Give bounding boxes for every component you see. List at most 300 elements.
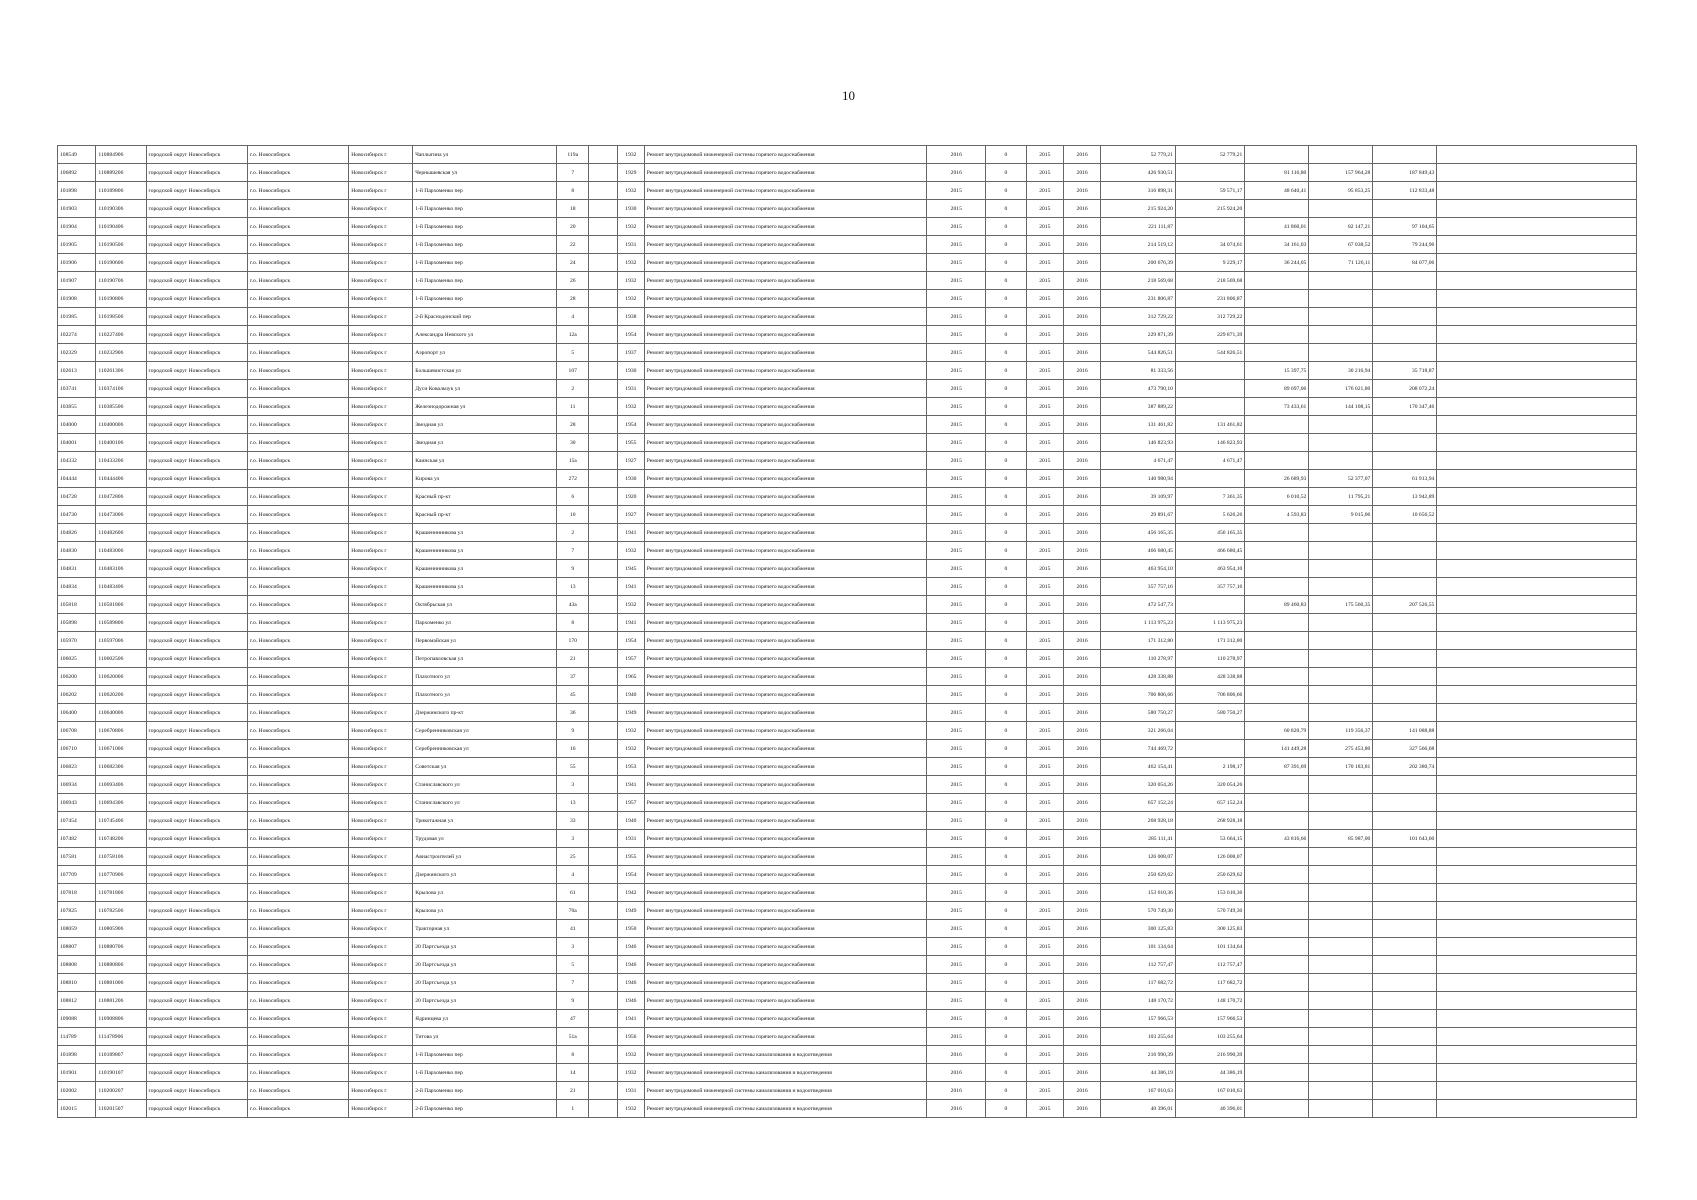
cell-note [1437, 668, 1637, 686]
cell-row-id: 107482 [58, 830, 96, 848]
cell-street: 2-й Пархоменко пер [413, 1100, 557, 1118]
cell-start-year: 2015 [1026, 488, 1063, 506]
cell-street: Красный пр-кт [413, 506, 557, 524]
cell-end-year: 2016 [1063, 866, 1100, 884]
cell-work-type: Ремонт внутридомовой инженерной системы горячего водоснабжения [644, 164, 927, 182]
cell-year-built: 1945 [618, 560, 645, 578]
cell-building [589, 236, 618, 254]
cell-building [589, 182, 618, 200]
cell-end-year: 2016 [1063, 146, 1100, 164]
cell-house-number: 47 [557, 1010, 589, 1028]
cell-total-cost: 231 806,87 [1101, 290, 1176, 308]
cell-street: Ядринцева ул [413, 1010, 557, 1028]
cell-city: Новосибирск г [349, 848, 413, 866]
cell-year-built: 1941 [618, 614, 645, 632]
cell-total-cost: 320 054,26 [1101, 776, 1176, 794]
cell-cost-part-1 [1175, 470, 1244, 488]
cell-cost-part-4: 79 244,96 [1373, 236, 1437, 254]
cell-cost-part-4 [1373, 578, 1437, 596]
cell-cost-part-2 [1245, 704, 1309, 722]
cell-city: Новосибирск г [349, 200, 413, 218]
cell-street: Крашенинникова ул [413, 560, 557, 578]
cell-row-id: 103855 [58, 398, 96, 416]
cell-plan-year: 2015 [927, 308, 986, 326]
cell-building [589, 722, 618, 740]
cell-end-year: 2016 [1063, 758, 1100, 776]
cell-cost-part-2: 36 244,05 [1245, 254, 1309, 272]
cell-settlement: г.о. Новосибирск [247, 596, 348, 614]
cell-cost-part-2 [1245, 200, 1309, 218]
cell-end-year: 2016 [1063, 686, 1100, 704]
cell-house-code: 110483406 [96, 578, 146, 596]
cell-street: Станиславского ул [413, 794, 557, 812]
cell-cost-part-2 [1245, 776, 1309, 794]
cell-municipality: городской округ Новосибирск [146, 362, 247, 380]
cell-cost-part-4 [1373, 200, 1437, 218]
cell-start-year: 2015 [1026, 938, 1063, 956]
table-row [58, 344, 1637, 362]
table-body [58, 146, 1637, 1118]
cell-row-id: 106934 [58, 776, 96, 794]
cell-street: 1-й Пархоменко пер [413, 236, 557, 254]
cell-start-year: 2015 [1026, 1064, 1063, 1082]
cell-year-built: 1950 [618, 920, 645, 938]
cell-total-cost: 4 671,47 [1101, 452, 1176, 470]
cell-note [1437, 236, 1637, 254]
cell-house-number: 13 [557, 578, 589, 596]
cell-cost-part-2 [1245, 632, 1309, 650]
cell-start-year: 2015 [1026, 1100, 1063, 1118]
table-row [58, 704, 1637, 722]
cell-cost-part-3 [1309, 1028, 1373, 1046]
cell-cost-part-3: 170 183,81 [1309, 758, 1373, 776]
cell-plan-year: 2015 [927, 398, 986, 416]
cell-work-count: 0 [986, 218, 1027, 236]
cell-row-id: 106400 [58, 704, 96, 722]
cell-cost-part-4: 101 643,60 [1373, 830, 1437, 848]
cell-cost-part-1: 101 134,64 [1175, 938, 1244, 956]
cell-work-type: Ремонт внутридомовой инженерной системы горячего водоснабжения [644, 434, 927, 452]
table-row [58, 146, 1637, 164]
cell-work-count: 0 [986, 722, 1027, 740]
cell-settlement: г.о. Новосибирск [247, 974, 348, 992]
cell-cost-part-2 [1245, 308, 1309, 326]
cell-work-type: Ремонт внутридомовой инженерной системы горячего водоснабжения [644, 254, 927, 272]
cell-end-year: 2016 [1063, 308, 1100, 326]
cell-row-id: 102002 [58, 1082, 96, 1100]
cell-cost-part-4 [1373, 146, 1437, 164]
cell-end-year: 2016 [1063, 776, 1100, 794]
cell-cost-part-4 [1373, 884, 1437, 902]
cell-house-code: 110602506 [96, 650, 146, 668]
cell-cost-part-2: 48 640,41 [1245, 182, 1309, 200]
cell-year-built: 1955 [618, 848, 645, 866]
cell-house-code: 110884906 [96, 146, 146, 164]
cell-note [1437, 974, 1637, 992]
cell-cost-part-4 [1373, 542, 1437, 560]
cell-building [589, 974, 618, 992]
cell-cost-part-2 [1245, 416, 1309, 434]
cell-cost-part-2: 89 460,83 [1245, 596, 1309, 614]
cell-street: Дзержинского пр-кт [413, 704, 557, 722]
cell-cost-part-2 [1245, 974, 1309, 992]
cell-cost-part-3 [1309, 308, 1373, 326]
cell-plan-year: 2015 [927, 380, 986, 398]
cell-plan-year: 2015 [927, 902, 986, 920]
cell-work-count: 0 [986, 182, 1027, 200]
cell-start-year: 2015 [1026, 812, 1063, 830]
cell-cost-part-3 [1309, 1010, 1373, 1028]
cell-work-type: Ремонт внутридомовой инженерной системы горячего водоснабжения [644, 380, 927, 398]
cell-city: Новосибирск г [349, 326, 413, 344]
cell-street: Александра Невского ул [413, 326, 557, 344]
cell-city: Новосибирск г [349, 794, 413, 812]
cell-end-year: 2016 [1063, 1100, 1100, 1118]
cell-work-count: 0 [986, 686, 1027, 704]
cell-start-year: 2015 [1026, 722, 1063, 740]
cell-cost-part-4: 35 718,87 [1373, 362, 1437, 380]
cell-note [1437, 758, 1637, 776]
cell-row-id: 108812 [58, 992, 96, 1010]
cell-row-id: 103741 [58, 380, 96, 398]
cell-municipality: городской округ Новосибирск [146, 452, 247, 470]
cell-end-year: 2016 [1063, 380, 1100, 398]
cell-house-code: 110880706 [96, 938, 146, 956]
cell-building [589, 362, 618, 380]
cell-row-id: 101898 [58, 1046, 96, 1064]
cell-house-number: 16 [557, 740, 589, 758]
cell-plan-year: 2015 [927, 542, 986, 560]
cell-work-type: Ремонт внутридомовой инженерной системы горячего водоснабжения [644, 272, 927, 290]
cell-start-year: 2015 [1026, 758, 1063, 776]
cell-cost-part-2 [1245, 1082, 1309, 1100]
cell-building [589, 1046, 618, 1064]
cell-building [589, 812, 618, 830]
cell-municipality: городской округ Новосибирск [146, 686, 247, 704]
cell-house-code: 110805906 [96, 920, 146, 938]
cell-settlement: г.о. Новосибирск [247, 902, 348, 920]
cell-plan-year: 2015 [927, 686, 986, 704]
cell-start-year: 2015 [1026, 506, 1063, 524]
cell-cost-part-4: 327 566,68 [1373, 740, 1437, 758]
cell-street: 20 Партсъезда ул [413, 974, 557, 992]
cell-end-year: 2016 [1063, 218, 1100, 236]
cell-year-built: 1941 [618, 578, 645, 596]
cell-house-number: 272 [557, 470, 589, 488]
cell-year-built: 1932 [618, 1100, 645, 1118]
cell-house-number: 9 [557, 992, 589, 1010]
cell-plan-year: 2015 [927, 668, 986, 686]
cell-row-id: 104831 [58, 560, 96, 578]
cell-row-id: 105898 [58, 614, 96, 632]
cell-municipality: городской округ Новосибирск [146, 380, 247, 398]
cell-year-built: 1931 [618, 236, 645, 254]
cell-street: Серебренниковская ул [413, 740, 557, 758]
cell-year-built: 1946 [618, 938, 645, 956]
cell-settlement: г.о. Новосибирск [247, 1046, 348, 1064]
cell-cost-part-2 [1245, 1046, 1309, 1064]
cell-cost-part-1: 231 806,87 [1175, 290, 1244, 308]
cell-plan-year: 2015 [927, 884, 986, 902]
cell-cost-part-1 [1175, 218, 1244, 236]
cell-building [589, 614, 618, 632]
cell-house-number: 51а [557, 1028, 589, 1046]
cell-total-cost: 463 954,10 [1101, 560, 1176, 578]
cell-row-id: 108807 [58, 938, 96, 956]
cell-work-type: Ремонт внутридомовой инженерной системы горячего водоснабжения [644, 812, 927, 830]
cell-start-year: 2015 [1026, 560, 1063, 578]
cell-cost-part-3 [1309, 848, 1373, 866]
cell-city: Новосибирск г [349, 758, 413, 776]
cell-street: Октябрьская ул [413, 596, 557, 614]
cell-end-year: 2016 [1063, 596, 1100, 614]
table-row [58, 326, 1637, 344]
cell-year-built: 1954 [618, 632, 645, 650]
cell-street: Плахотного ул [413, 686, 557, 704]
registry-table [57, 145, 1637, 1118]
cell-house-number: 5 [557, 344, 589, 362]
cell-end-year: 2016 [1063, 740, 1100, 758]
table-row [58, 920, 1637, 938]
cell-work-count: 0 [986, 344, 1027, 362]
cell-city: Новосибирск г [349, 416, 413, 434]
cell-settlement: г.о. Новосибирск [247, 992, 348, 1010]
cell-city: Новосибирск г [349, 308, 413, 326]
cell-house-code: 110261306 [96, 362, 146, 380]
cell-work-type: Ремонт внутридомовой инженерной системы горячего водоснабжения [644, 848, 927, 866]
cell-city: Новосибирск г [349, 974, 413, 992]
cell-start-year: 2015 [1026, 326, 1063, 344]
cell-city: Новосибирск г [349, 902, 413, 920]
cell-start-year: 2015 [1026, 614, 1063, 632]
cell-work-count: 0 [986, 776, 1027, 794]
cell-work-count: 0 [986, 326, 1027, 344]
cell-start-year: 2015 [1026, 1082, 1063, 1100]
cell-cost-part-4: 10 656,52 [1373, 506, 1437, 524]
cell-total-cost: 112 757,47 [1101, 956, 1176, 974]
cell-house-number: 21 [557, 650, 589, 668]
cell-house-number: 15а [557, 452, 589, 470]
cell-city: Новосибирск г [349, 668, 413, 686]
cell-cost-part-4: 187 849,43 [1373, 164, 1437, 182]
cell-cost-part-4 [1373, 614, 1437, 632]
cell-total-cost: 357 757,16 [1101, 578, 1176, 596]
cell-year-built: 1956 [618, 1028, 645, 1046]
cell-note [1437, 650, 1637, 668]
cell-cost-part-1: 7 361,35 [1175, 488, 1244, 506]
cell-work-count: 0 [986, 902, 1027, 920]
cell-work-type: Ремонт внутридомовой инженерной системы канализования и водоотведения [644, 1082, 927, 1100]
cell-cost-part-2 [1245, 956, 1309, 974]
page-number: 10 [842, 88, 855, 103]
cell-settlement: г.о. Новосибирск [247, 470, 348, 488]
cell-city: Новосибирск г [349, 704, 413, 722]
cell-house-code: 110597006 [96, 632, 146, 650]
cell-street: Кирова ул [413, 470, 557, 488]
cell-work-type: Ремонт внутридомовой инженерной системы канализования и водоотведения [644, 1100, 927, 1118]
cell-year-built: 1929 [618, 164, 645, 182]
cell-end-year: 2016 [1063, 974, 1100, 992]
cell-end-year: 2016 [1063, 650, 1100, 668]
cell-plan-year: 2015 [927, 956, 986, 974]
cell-municipality: городской округ Новосибирск [146, 866, 247, 884]
table-row [58, 236, 1637, 254]
cell-year-built: 1932 [618, 1064, 645, 1082]
cell-row-id: 101905 [58, 236, 96, 254]
cell-year-built: 1954 [618, 866, 645, 884]
cell-cost-part-1: 2 198,17 [1175, 758, 1244, 776]
cell-cost-part-1: 229 871,39 [1175, 326, 1244, 344]
cell-house-code: 110200207 [96, 1082, 146, 1100]
cell-total-cost: 580 750,27 [1101, 704, 1176, 722]
cell-work-count: 0 [986, 812, 1027, 830]
cell-house-number: 8 [557, 182, 589, 200]
cell-municipality: городской округ Новосибирск [146, 848, 247, 866]
cell-end-year: 2016 [1063, 254, 1100, 272]
cell-end-year: 2016 [1063, 488, 1100, 506]
cell-settlement: г.о. Новосибирск [247, 668, 348, 686]
cell-plan-year: 2015 [927, 776, 986, 794]
cell-start-year: 2015 [1026, 398, 1063, 416]
cell-cost-part-4 [1373, 992, 1437, 1010]
cell-settlement: г.о. Новосибирск [247, 794, 348, 812]
cell-row-id: 106823 [58, 758, 96, 776]
cell-cost-part-4: 13 942,89 [1373, 488, 1437, 506]
cell-work-type: Ремонт внутридомовой инженерной системы горячего водоснабжения [644, 560, 927, 578]
cell-start-year: 2015 [1026, 632, 1063, 650]
cell-total-cost: 316 898,31 [1101, 182, 1176, 200]
cell-cost-part-2: 26 689,93 [1245, 470, 1309, 488]
cell-row-id: 101903 [58, 200, 96, 218]
cell-note [1437, 542, 1637, 560]
cell-year-built: 1954 [618, 416, 645, 434]
cell-cost-part-4: 207 526,55 [1373, 596, 1437, 614]
cell-house-number: 7 [557, 164, 589, 182]
cell-total-cost: 215 924,20 [1101, 200, 1176, 218]
cell-start-year: 2015 [1026, 470, 1063, 488]
cell-plan-year: 2015 [927, 740, 986, 758]
cell-municipality: городской округ Новосибирск [146, 1010, 247, 1028]
cell-work-count: 0 [986, 1010, 1027, 1028]
cell-cost-part-3: 144 108,15 [1309, 398, 1373, 416]
cell-municipality: городской округ Новосибирск [146, 722, 247, 740]
cell-end-year: 2016 [1063, 578, 1100, 596]
cell-cost-part-3: 52 377,07 [1309, 470, 1373, 488]
cell-work-type: Ремонт внутридомовой инженерной системы горячего водоснабжения [644, 470, 927, 488]
cell-plan-year: 2015 [927, 416, 986, 434]
cell-cost-part-2: 60 820,79 [1245, 722, 1309, 740]
cell-work-count: 0 [986, 290, 1027, 308]
cell-year-built: 1932 [618, 290, 645, 308]
cell-total-cost: 426 930,51 [1101, 164, 1176, 182]
table-row [58, 848, 1637, 866]
cell-cost-part-3 [1309, 650, 1373, 668]
cell-work-type: Ремонт внутридомовой инженерной системы горячего водоснабжения [644, 686, 927, 704]
cell-start-year: 2015 [1026, 380, 1063, 398]
cell-house-code: 110880806 [96, 956, 146, 974]
cell-note [1437, 398, 1637, 416]
cell-cost-part-1: 570 749,30 [1175, 902, 1244, 920]
cell-building [589, 146, 618, 164]
cell-building [589, 920, 618, 938]
cell-house-code: 110758106 [96, 848, 146, 866]
cell-row-id: 107454 [58, 812, 96, 830]
cell-building [589, 830, 618, 848]
cell-cost-part-2: 81 116,80 [1245, 164, 1309, 182]
cell-year-built: 1932 [618, 542, 645, 560]
cell-row-id: 114789 [58, 1028, 96, 1046]
table-row [58, 488, 1637, 506]
cell-note [1437, 1010, 1637, 1028]
cell-note [1437, 830, 1637, 848]
cell-year-built: 1941 [618, 524, 645, 542]
cell-work-type: Ремонт внутридомовой инженерной системы горячего водоснабжения [644, 452, 927, 470]
cell-street: Крылова ул [413, 884, 557, 902]
table-row [58, 1028, 1637, 1046]
cell-cost-part-4 [1373, 524, 1437, 542]
cell-cost-part-4 [1373, 650, 1437, 668]
cell-municipality: городской округ Новосибирск [146, 398, 247, 416]
cell-cost-part-4 [1373, 1010, 1437, 1028]
cell-work-count: 0 [986, 974, 1027, 992]
cell-plan-year: 2015 [927, 1010, 986, 1028]
cell-row-id: 104728 [58, 488, 96, 506]
cell-year-built: 1953 [618, 758, 645, 776]
cell-cost-part-1: 320 054,26 [1175, 776, 1244, 794]
cell-building [589, 866, 618, 884]
cell-end-year: 2016 [1063, 542, 1100, 560]
cell-cost-part-2: 34 161,03 [1245, 236, 1309, 254]
cell-cost-part-3 [1309, 668, 1373, 686]
cell-total-cost: 153 610,36 [1101, 884, 1176, 902]
cell-note [1437, 596, 1637, 614]
table-row [58, 560, 1637, 578]
cell-total-cost: 321 266,04 [1101, 722, 1176, 740]
cell-house-code: 110782506 [96, 902, 146, 920]
cell-start-year: 2015 [1026, 920, 1063, 938]
table-row [58, 524, 1637, 542]
cell-building [589, 596, 618, 614]
cell-cost-part-2 [1245, 992, 1309, 1010]
cell-street: Петропавловская ул [413, 650, 557, 668]
cell-plan-year: 2015 [927, 272, 986, 290]
cell-cost-part-4 [1373, 1028, 1437, 1046]
cell-total-cost: 544 826,51 [1101, 344, 1176, 362]
cell-cost-part-3: 176 021,80 [1309, 380, 1373, 398]
cell-house-code: 110227406 [96, 326, 146, 344]
cell-building [589, 200, 618, 218]
cell-municipality: городской округ Новосибирск [146, 632, 247, 650]
cell-work-count: 0 [986, 668, 1027, 686]
cell-street: Красный пр-кт [413, 488, 557, 506]
cell-year-built: 1957 [618, 650, 645, 668]
cell-settlement: г.о. Новосибирск [247, 218, 348, 236]
cell-start-year: 2015 [1026, 146, 1063, 164]
cell-end-year: 2016 [1063, 1028, 1100, 1046]
cell-street: 1-й Пархоменко пер [413, 272, 557, 290]
cell-note [1437, 380, 1637, 398]
cell-row-id: 106202 [58, 686, 96, 704]
cell-end-year: 2016 [1063, 164, 1100, 182]
cell-building [589, 290, 618, 308]
cell-settlement: г.о. Новосибирск [247, 506, 348, 524]
cell-cost-part-4 [1373, 686, 1437, 704]
cell-work-type: Ремонт внутридомовой инженерной системы горячего водоснабжения [644, 488, 927, 506]
cell-street: Титова ул [413, 1028, 557, 1046]
cell-note [1437, 938, 1637, 956]
cell-settlement: г.о. Новосибирск [247, 704, 348, 722]
cell-street: Железнодорожная ул [413, 398, 557, 416]
